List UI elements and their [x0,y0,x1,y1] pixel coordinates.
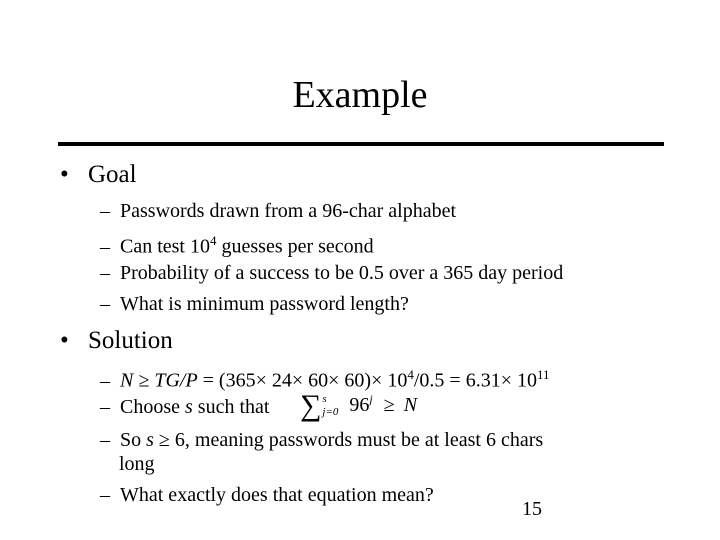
goal-item-1 [100,199,456,223]
dash-icon: – [100,235,110,258]
goal-item-text: Can test 10 [120,235,210,258]
equation-lhs: N ≥ TG/P [120,369,198,392]
bullet-icon: • [60,161,69,188]
variable: s [185,396,193,418]
goal-item-text: Probability of a success to be 0.5 over a 365 day period [120,262,564,284]
solution-heading [60,326,173,356]
dash-icon: – [100,429,110,451]
item-text: So [120,429,147,451]
exponent: 11 [537,367,550,382]
exponent: 4 [210,233,217,248]
solution-label: Solution [88,327,173,354]
title-rule [58,142,664,146]
dash-icon: – [100,396,110,418]
dash-icon: – [100,369,110,392]
goal-item-2 [100,229,374,259]
item-text: Choose [120,396,185,418]
equation-result: /0.5 = 6.31× 10 [413,369,537,392]
sum-rhs: N [403,393,418,416]
solution-item-3 [100,428,543,452]
dash-icon: – [100,293,110,315]
item-text: What exactly does that equation mean? [120,484,434,506]
bullet-icon: • [60,327,69,354]
sum-exponent: j [369,392,373,406]
solution-item-4 [100,483,434,507]
goal-item-3 [100,261,563,285]
equation-mid: = (365× 24× 60× 60)× 10 [197,369,408,392]
dash-icon: – [100,200,110,222]
sum-lower: j=0 [322,406,339,419]
summation-limits [322,393,338,419]
summation-formula [300,386,417,421]
goal-heading [60,160,137,190]
sigma-icon: ∑ [300,389,322,423]
variable: s [146,429,154,451]
exponent: 4 [407,367,414,382]
relation: ≥ [383,393,395,416]
goal-item-text: Passwords drawn from a 96-char alphabet [120,200,457,222]
goal-label: Goal [88,161,137,188]
sum-upper: s [322,393,327,406]
solution-item-2 [100,395,269,419]
goal-item-text-cont: guesses per second [216,235,374,258]
item-text-cont: ≥ 6, meaning passwords must be at least 6 chars [153,429,544,451]
sum-base: 96 [349,393,370,416]
goal-item-text: What is minimum password length? [120,293,409,315]
slide-title: Example [292,74,428,116]
dash-icon: – [100,484,110,506]
dash-icon: – [100,262,110,284]
item-text-cont: such that [192,396,270,418]
goal-item-4 [100,292,409,316]
page-number: 15 [522,498,542,520]
solution-item-3-continuation: long [119,453,155,475]
